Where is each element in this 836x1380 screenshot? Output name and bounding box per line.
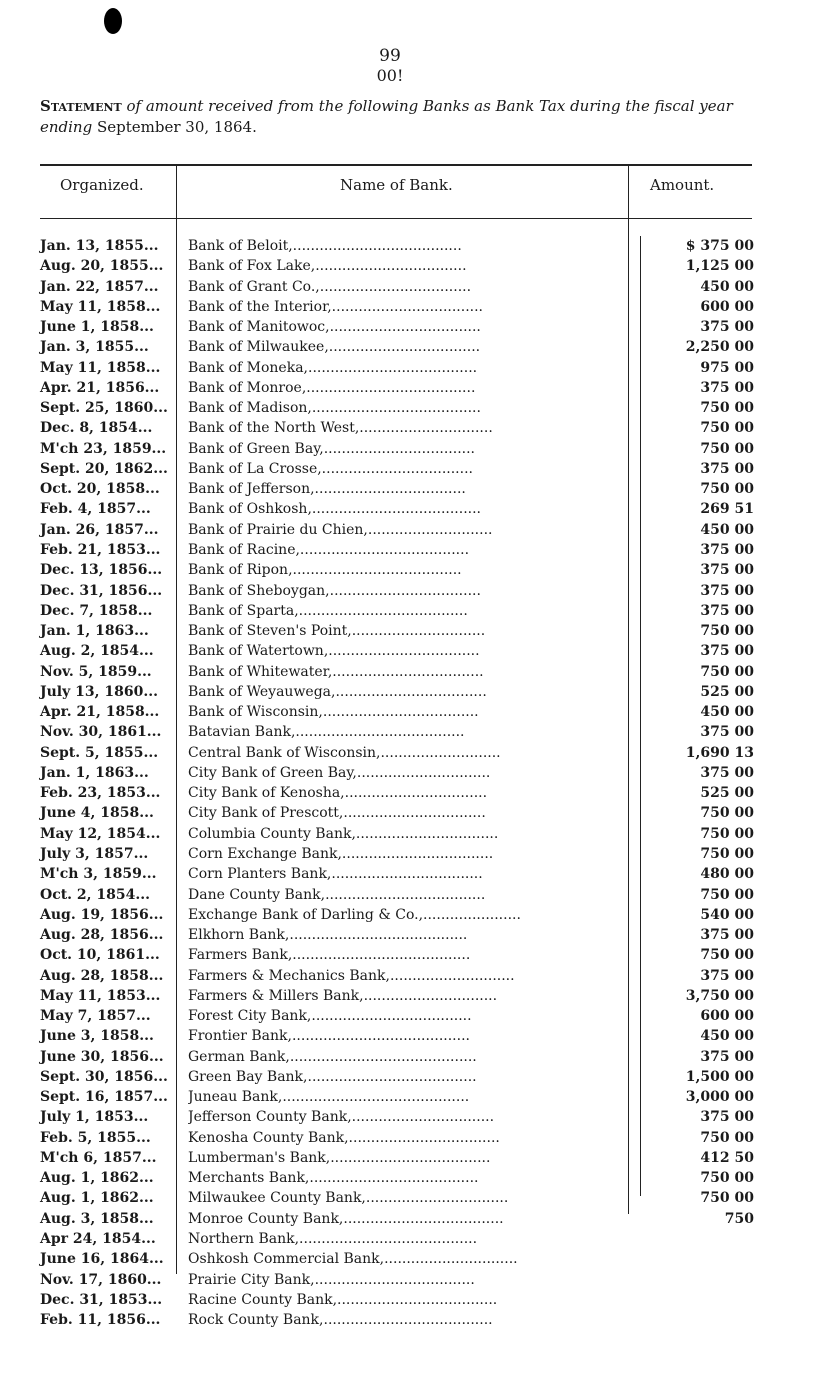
- bank-name: Kenosha County Bank,..................................: [188, 1129, 500, 1146]
- bank-name: German Bank,..........................................: [188, 1048, 477, 1065]
- bank-name: Bank of Prairie du Chien,............................: [188, 521, 493, 538]
- table-row: [0, 236, 836, 256]
- page-sub-number: 00!: [376, 66, 404, 85]
- organized-date: Sept. 16, 1857...: [40, 1089, 168, 1106]
- amount-value: 540 00: [700, 906, 754, 923]
- amount-value: 750 00: [700, 805, 754, 822]
- organized-date: Aug. 28, 1858...: [40, 967, 164, 984]
- organized-date: Dec. 13, 1856...: [40, 562, 163, 579]
- organized-date: Feb. 4, 1857...: [40, 501, 151, 518]
- organized-date: June 1, 1858...: [40, 319, 154, 336]
- bank-name: Batavian Bank,......................................: [188, 724, 465, 741]
- table-row: [0, 722, 836, 742]
- bank-name: Merchants Bank,......................................: [188, 1170, 479, 1187]
- amount-value: 375 00: [700, 927, 754, 944]
- bank-name: Bank of Ripon,......................................: [188, 562, 462, 579]
- table-row: [0, 479, 836, 499]
- organized-date: Oct. 20, 1858...: [40, 481, 160, 498]
- organized-date: June 3, 1858...: [40, 1028, 154, 1045]
- amount-value: 750 00: [700, 1190, 754, 1207]
- table-row: [0, 1209, 836, 1229]
- amount-value: 750 00: [700, 420, 754, 437]
- table-row: [0, 1067, 836, 1087]
- table-row: [0, 803, 836, 823]
- amount-value: 750 00: [700, 623, 754, 640]
- header-amount: Amount.: [650, 176, 715, 194]
- table-row: [0, 1047, 836, 1067]
- organized-date: May 11, 1858...: [40, 298, 161, 315]
- bank-name: Bank of Madison,......................................: [188, 400, 481, 417]
- amount-value: 375 00: [700, 319, 754, 336]
- table-row: [0, 581, 836, 601]
- amount-value: 375 00: [700, 1109, 754, 1126]
- bank-name: Lumberman's Bank,....................................: [188, 1149, 491, 1166]
- bank-name: Northern Bank,........................................: [188, 1231, 478, 1248]
- organized-date: May 12, 1854...: [40, 825, 161, 842]
- bank-name: Central Bank of Wisconsin,...........................: [188, 744, 501, 761]
- organized-date: Apr 24, 1854...: [40, 1231, 156, 1248]
- amount-value: 375 00: [700, 967, 754, 984]
- bank-name: Bank of La Crosse,..................................: [188, 460, 473, 477]
- organized-date: Aug. 1, 1862...: [40, 1190, 154, 1207]
- table-row: [0, 277, 836, 297]
- amount-value: 600 00: [700, 298, 754, 315]
- table-row: [0, 398, 836, 418]
- table-row: [0, 1188, 836, 1208]
- organized-date: Nov. 5, 1859...: [40, 663, 152, 680]
- organized-date: Dec. 8, 1854...: [40, 420, 153, 437]
- bank-name: Farmers & Millers Bank,..............................: [188, 987, 498, 1004]
- organized-date: Apr. 21, 1858...: [40, 704, 160, 721]
- bank-name: Bank of Milwaukee,..................................: [188, 339, 481, 356]
- amount-value: 750 00: [700, 947, 754, 964]
- table-row: [0, 1168, 836, 1188]
- table-row: [0, 864, 836, 884]
- bank-name: Prairie City Bank,....................................: [188, 1271, 475, 1288]
- organized-date: Jan. 13, 1855...: [40, 238, 159, 254]
- bank-name: Corn Planters Bank,..................................: [188, 866, 483, 883]
- bank-name: City Bank of Prescott,................................: [188, 805, 486, 822]
- table-row: [0, 662, 836, 682]
- bank-name: Bank of Moneka,......................................: [188, 359, 478, 376]
- organized-date: M'ch 6, 1857...: [40, 1149, 157, 1166]
- bank-name: Bank of Fox Lake,..................................: [188, 258, 467, 275]
- amount-value: 450 00: [700, 278, 754, 295]
- amount-value: 750 00: [700, 845, 754, 862]
- organized-date: Feb. 11, 1856...: [40, 1312, 161, 1329]
- amount-value: 1,690 13: [685, 744, 754, 761]
- table-row: [0, 1270, 836, 1290]
- bank-name: City Bank of Green Bay,..............................: [188, 764, 491, 781]
- table-row: [0, 702, 836, 722]
- table-row: [0, 560, 836, 580]
- amount-value: 375 00: [700, 541, 754, 558]
- amount-value: 750 00: [700, 400, 754, 417]
- organized-date: Aug. 19, 1856...: [40, 906, 164, 923]
- amount-value: 375 00: [700, 460, 754, 477]
- bank-name: Bank of the Interior,..................................: [188, 298, 483, 315]
- organized-date: May 11, 1858...: [40, 359, 161, 376]
- organized-date: June 30, 1856...: [40, 1048, 164, 1065]
- table-row: [0, 1249, 836, 1269]
- bank-name: Bank of Oshkosh,......................................: [188, 501, 481, 518]
- table-row: [0, 378, 836, 398]
- table-row: [0, 682, 836, 702]
- amount-value: 975 00: [700, 359, 754, 376]
- organized-date: Jan. 3, 1855...: [40, 339, 149, 356]
- amount-value: 750 00: [700, 663, 754, 680]
- table-row: [0, 966, 836, 986]
- amount-value: 450 00: [700, 704, 754, 721]
- bank-name: Elkhorn Bank,........................................: [188, 927, 468, 944]
- organized-date: Jan. 1, 1863...: [40, 764, 149, 781]
- organized-date: Dec. 7, 1858...: [40, 602, 153, 619]
- amount-value: 750 00: [700, 440, 754, 457]
- bank-name: Monroe County Bank,....................................: [188, 1210, 504, 1227]
- organized-date: M'ch 3, 1859...: [40, 866, 157, 883]
- amount-value: 3,000 00: [685, 1089, 754, 1106]
- organized-date: Sept. 25, 1860...: [40, 400, 168, 417]
- organized-date: Jan. 1, 1863...: [40, 623, 149, 640]
- table-row: [0, 1087, 836, 1107]
- organized-date: July 3, 1857...: [40, 845, 149, 862]
- amount-value: 3,750 00: [685, 987, 754, 1004]
- organized-date: Jan. 22, 1857...: [40, 278, 159, 295]
- table-row: [0, 317, 836, 337]
- header-organized: Organized.: [60, 176, 144, 194]
- table-row: [0, 945, 836, 965]
- bank-name: Bank of Wisconsin,...................................: [188, 704, 479, 721]
- bank-name: Bank of Jefferson,..................................: [188, 481, 466, 498]
- amount-value: 375 00: [700, 582, 754, 599]
- statement-text: of amount received from the following Banks as Bank Tax during the fiscal year ending: [40, 97, 733, 136]
- amount-value: 450 00: [700, 1028, 754, 1045]
- bank-name: Bank of Sheboygan,..................................: [188, 582, 481, 599]
- bank-name: Jefferson County Bank,................................: [188, 1109, 495, 1126]
- bank-name: Bank of Racine,......................................: [188, 541, 470, 558]
- table-row: [0, 337, 836, 357]
- table-row: [0, 783, 836, 803]
- bank-name: Bank of Manitowoc,..................................: [188, 319, 481, 336]
- bank-name: Farmers & Mechanics Bank,............................: [188, 967, 515, 984]
- amount-value: 525 00: [700, 785, 754, 802]
- amount-value: 375 00: [700, 643, 754, 660]
- amount-value: 450 00: [700, 521, 754, 538]
- bank-name: Rock County Bank,......................................: [188, 1312, 493, 1329]
- table-row: [0, 986, 836, 1006]
- bank-name: Farmers Bank,........................................: [188, 947, 471, 964]
- amount-value: 750 00: [700, 481, 754, 498]
- amount-value: 750 00: [700, 825, 754, 842]
- organized-date: May 7, 1857...: [40, 1008, 151, 1025]
- organized-date: Aug. 28, 1856...: [40, 927, 164, 944]
- table-row: [0, 1290, 836, 1310]
- table-row: [0, 1128, 836, 1148]
- organized-date: Feb. 23, 1853...: [40, 785, 161, 802]
- organized-date: Dec. 31, 1856...: [40, 582, 163, 599]
- organized-date: May 11, 1853...: [40, 987, 161, 1004]
- bank-name: Racine County Bank,....................................: [188, 1291, 498, 1308]
- amount-value: 1,500 00: [685, 1068, 754, 1085]
- table-row: [0, 925, 836, 945]
- organized-date: July 1, 1853...: [40, 1109, 149, 1126]
- organized-date: Sept. 30, 1856...: [40, 1068, 168, 1085]
- bank-name: Bank of Whitewater,..................................: [188, 663, 484, 680]
- table-row: [0, 297, 836, 317]
- bank-name: Dane County Bank,....................................: [188, 886, 486, 903]
- bank-name: Exchange Bank of Darling & Co.,......................: [188, 906, 521, 923]
- bank-name: Frontier Bank,........................................: [188, 1028, 470, 1045]
- table-row: [0, 439, 836, 459]
- bank-name: Bank of Sparta,......................................: [188, 602, 468, 619]
- organized-date: Jan. 26, 1857...: [40, 521, 159, 538]
- table-row: [0, 905, 836, 925]
- table-row: [0, 459, 836, 479]
- table-row: [0, 1006, 836, 1026]
- organized-date: Feb. 21, 1853...: [40, 541, 161, 558]
- organized-date: Apr. 21, 1856...: [40, 379, 160, 396]
- organized-date: Sept. 5, 1855...: [40, 744, 159, 761]
- amount-value: 375 00: [700, 379, 754, 396]
- header-name-of-bank: Name of Bank.: [340, 176, 453, 194]
- table-row: [0, 418, 836, 438]
- amount-value: 1,125 00: [685, 258, 754, 275]
- table-row: [0, 1229, 836, 1249]
- table-row: [0, 621, 836, 641]
- amount-value: 525 00: [700, 683, 754, 700]
- amount-value: 2,250 00: [685, 339, 754, 356]
- table-row: [0, 763, 836, 783]
- bank-name: Bank of Weyauwega,..................................: [188, 683, 487, 700]
- bank-name: Bank of Steven's Point,..............................: [188, 623, 486, 640]
- amount-value: 375 00: [700, 562, 754, 579]
- ink-blot: [104, 8, 122, 34]
- amount-value: 412 50: [700, 1149, 754, 1166]
- bank-name: City Bank of Kenosha,................................: [188, 785, 488, 802]
- amount-value: 375 00: [700, 764, 754, 781]
- bank-name: Bank of Watertown,..................................: [188, 643, 480, 660]
- organized-date: Nov. 17, 1860...: [40, 1271, 162, 1288]
- statement-heading: [40, 96, 752, 138]
- statement-lead: Statement: [40, 97, 122, 115]
- table-row: [0, 1148, 836, 1168]
- organized-date: Sept. 20, 1862...: [40, 460, 168, 477]
- organized-date: Aug. 2, 1854...: [40, 643, 154, 660]
- amount-value: 750: [724, 1210, 754, 1227]
- organized-date: June 4, 1858...: [40, 805, 154, 822]
- bank-name: Bank of Beloit,......................................: [188, 238, 462, 254]
- amount-value: 269 51: [700, 501, 754, 518]
- amount-value: 750 00: [700, 886, 754, 903]
- statement-date: September 30, 1864.: [96, 118, 257, 136]
- organized-date: Aug. 3, 1858...: [40, 1210, 154, 1227]
- bank-name: Bank of Green Bay,..................................: [188, 440, 475, 457]
- bank-name: Green Bay Bank,......................................: [188, 1068, 477, 1085]
- table-row: [0, 1107, 836, 1127]
- table-row: [0, 1026, 836, 1046]
- table-row: [0, 520, 836, 540]
- bank-name: Oshkosh Commercial Bank,..............................: [188, 1251, 518, 1268]
- bank-name: Milwaukee County Bank,................................: [188, 1190, 509, 1207]
- organized-date: Oct. 10, 1861...: [40, 947, 160, 964]
- organized-date: Aug. 1, 1862...: [40, 1170, 154, 1187]
- bank-name: Forest City Bank,....................................: [188, 1008, 472, 1025]
- table-row: [0, 499, 836, 519]
- bank-name: Columbia County Bank,................................: [188, 825, 499, 842]
- table-row: [0, 885, 836, 905]
- amount-value: $ 375 00: [685, 238, 754, 254]
- bank-name: Bank of Grant Co.,..................................: [188, 278, 472, 295]
- organized-date: Feb. 5, 1855...: [40, 1129, 151, 1146]
- bank-name: Juneau Bank,..........................................: [188, 1089, 470, 1106]
- amount-value: 375 00: [700, 724, 754, 741]
- organized-date: Oct. 2, 1854...: [40, 886, 151, 903]
- amount-value: 375 00: [700, 1048, 754, 1065]
- bank-name: Corn Exchange Bank,..................................: [188, 845, 494, 862]
- organized-date: Nov. 30, 1861...: [40, 724, 162, 741]
- bank-name: Bank of Monroe,......................................: [188, 379, 476, 396]
- amount-value: 375 00: [700, 602, 754, 619]
- amount-value: 480 00: [700, 866, 754, 883]
- page-number: 99: [379, 46, 401, 66]
- header-bottom-rule: [40, 218, 752, 219]
- organized-date: Aug. 20, 1855...: [40, 258, 164, 275]
- table-row: [0, 601, 836, 621]
- table-row: [0, 844, 836, 864]
- table-row: [0, 824, 836, 844]
- amount-value: 750 00: [700, 1129, 754, 1146]
- table-row: [0, 1310, 836, 1330]
- organized-date: M'ch 23, 1859...: [40, 440, 167, 457]
- bank-table-body: [0, 236, 836, 1330]
- table-row: [0, 256, 836, 276]
- organized-date: July 13, 1860...: [40, 683, 158, 700]
- bank-name: Bank of the North West,..............................: [188, 420, 493, 437]
- organized-date: Dec. 31, 1853...: [40, 1291, 163, 1308]
- table-row: [0, 358, 836, 378]
- table-row: [0, 743, 836, 763]
- amount-value: 600 00: [700, 1008, 754, 1025]
- amount-value: 750 00: [700, 1170, 754, 1187]
- organized-date: June 16, 1864...: [40, 1251, 164, 1268]
- table-top-rule: [40, 164, 752, 166]
- table-row: [0, 641, 836, 661]
- table-row: [0, 540, 836, 560]
